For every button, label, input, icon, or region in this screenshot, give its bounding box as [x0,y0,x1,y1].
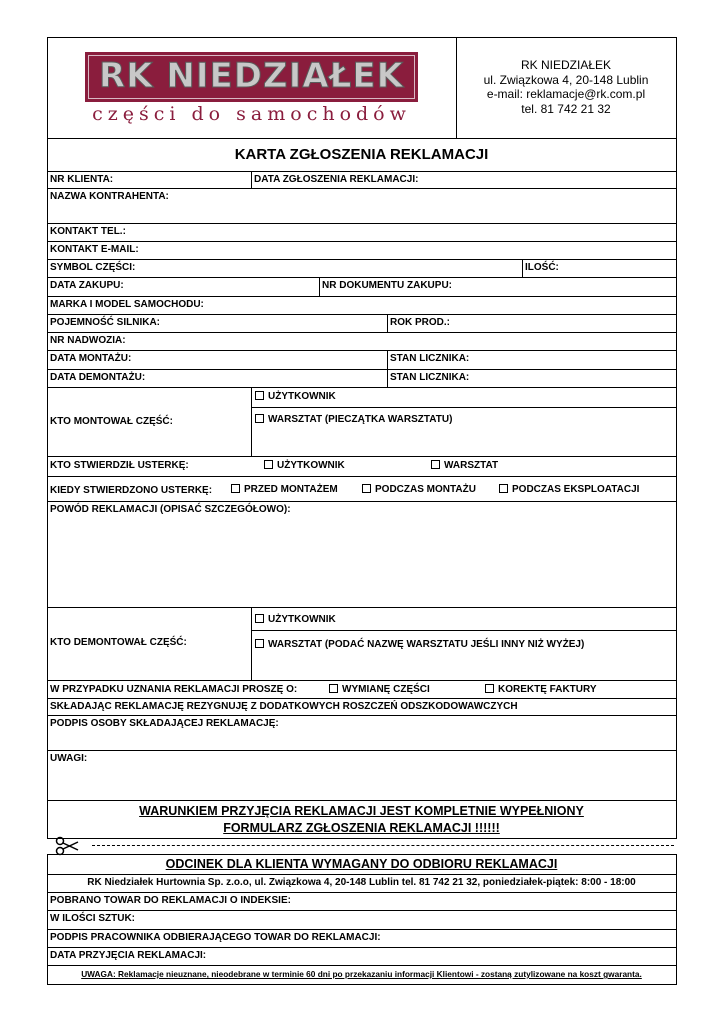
contractor-name-label: NAZWA KONTRAHENTA: [50,191,169,202]
condition-line-2: FORMULARZ ZGŁOSZENIA REKLAMACJI !!!!!! [223,821,500,835]
company-name: RK NIEDZIAŁEK [520,58,612,72]
car-make-model-label: MARKA I MODEL SAMOCHODU: [50,299,204,310]
checkbox-icon[interactable] [255,414,264,423]
checkbox-icon[interactable] [255,639,264,648]
report-date-label: DATA ZGŁOSZENIA REKLAMACJI: [254,174,419,185]
form-title: KARTA ZGŁOSZENIA REKLAMACJI [234,146,489,163]
odometer-mount-label: STAN LICZNIKA: [390,353,470,364]
company-address-block [456,58,676,116]
company-phone: tel. 81 742 21 32 [521,101,611,116]
employee-signature-label: PODPIS PRACOWNIKA ODBIERAJĄCEGO TOWAR DO REKLAMACJI: [50,932,381,943]
contact-phone-label: KONTAKT TEL.: [50,226,126,237]
odometer-dismount-label: STAN LICZNIKA: [390,372,470,383]
item-index-label: POBRANO TOWAR DO REKLAMACJI O INDEKSIE: [50,895,291,906]
dismount-date-label: DATA DEMONTAŻU: [50,372,146,383]
when-during-mount-option[interactable]: PODCZAS MONTAŻU [362,484,476,496]
checkbox-icon[interactable] [485,684,494,693]
coupon-company-info: RK Niedziałek Hurtownia Sp. z.o.o, ul. Związkowa 4, 20-148 Lublin tel. 81 742 21 32, poniedziałek-piątek: 8:00 - 18:00 [87,877,636,888]
company-logo [85,52,418,102]
logo-main-text: RK NIEDZIAŁEK [99,56,404,96]
company-street: ul. Związkowa 4, 20-148 Lublin [483,72,649,87]
who-mounted-label: KTO MONTOWAŁ CZĘŚĆ: [50,416,173,427]
who-dismounted-user-option[interactable]: UŻYTKOWNIK [255,614,336,626]
when-found-label: KIEDY STWIERDZONO USTERKĘ: [50,485,213,496]
coupon-warning: UWAGA: Reklamacje nieuznane, nieodebrane w terminie 60 dni po przekazaniu informacji Klientowi - zostaną zutylizowane na koszt gwaranta. [81,969,642,979]
cut-line [92,845,674,846]
checkbox-icon[interactable] [362,484,371,493]
client-number-label: NR KLIENTA: [50,174,114,185]
scissors-icon [55,836,79,856]
who-dismounted-workshop-option[interactable]: WARSZTAT (PODAĆ NAZWĘ WARSZTATU JEŚLI INNY NIŻ WYŻEJ) [255,639,584,651]
who-dismounted-label: KTO DEMONTOWAŁ CZĘŚĆ: [50,637,187,648]
who-found-workshop-option[interactable]: WARSZTAT [431,460,498,472]
waiver-statement: SKŁADAJĄC REKLAMACJĘ REZYGNUJĘ Z DODATKOWYCH ROSZCZEŃ ODSZKODOWAWCZYCH [50,701,518,712]
accept-invoice-correction-option[interactable]: KOREKTĘ FAKTURY [485,684,597,696]
complaint-reason-label: POWÓD REKLAMACJI (OPISAĆ SZCZEGÓŁOWO): [50,504,291,515]
vin-label: NR NADWOZIA: [50,335,126,346]
when-during-use-option[interactable]: PODCZAS EKSPLOATACJI [499,484,639,496]
part-symbol-label: SYMBOL CZĘŚCI: [50,262,136,273]
coupon-title: ODCINEK DLA KLIENTA WYMAGANY DO ODBIORU REKLAMACJI [165,857,558,871]
checkbox-icon[interactable] [255,391,264,400]
remarks-label: UWAGI: [50,753,88,764]
item-quantity-label: W ILOŚCI SZTUK: [50,913,135,924]
logo-subtitle: części do samochodów [92,103,411,125]
engine-capacity-label: POJEMNOŚĆ SILNIKA: [50,317,161,328]
quantity-label: ILOŚĆ: [525,262,559,273]
if-accepted-label: W PRZYPADKU UZNANIA REKLAMACJI PROSZĘ O: [50,684,298,695]
checkbox-icon[interactable] [329,684,338,693]
acceptance-date-label: DATA PRZYJĘCIA REKLAMACJI: [50,950,207,961]
purchase-doc-label: NR DOKUMENTU ZAKUPU: [322,280,452,291]
who-mounted-workshop-option[interactable]: WARSZTAT (PIECZĄTKA WARSZTATU) [255,414,452,426]
who-mounted-user-option[interactable]: UŻYTKOWNIK [255,391,336,403]
who-found-label: KTO STWIERDZIŁ USTERKĘ: [50,460,189,471]
production-year-label: ROK PROD.: [390,317,450,328]
purchase-date-label: DATA ZAKUPU: [50,280,124,291]
checkbox-icon[interactable] [231,484,240,493]
checkbox-icon[interactable] [255,614,264,623]
who-found-user-option[interactable]: UŻYTKOWNIK [264,460,345,472]
checkbox-icon[interactable] [499,484,508,493]
signature-label: PODPIS OSOBY SKŁADAJĄCEJ REKLAMACJĘ: [50,718,279,729]
contact-email-label: KONTAKT E-MAIL: [50,244,139,255]
when-before-mount-option[interactable]: PRZED MONTAŻEM [231,484,338,496]
company-email: e-mail: reklamacje@rk.com.pl [486,87,646,101]
completion-condition [47,803,676,837]
condition-line-1: WARUNKIEM PRZYJĘCIA REKLAMACJI JEST KOMPLETNIE WYPEŁNIONY [139,804,584,818]
checkbox-icon[interactable] [264,460,273,469]
mount-date-label: DATA MONTAŻU: [50,353,132,364]
accept-replace-part-option[interactable]: WYMIANĘ CZĘŚCI [329,684,430,696]
checkbox-icon[interactable] [431,460,440,469]
